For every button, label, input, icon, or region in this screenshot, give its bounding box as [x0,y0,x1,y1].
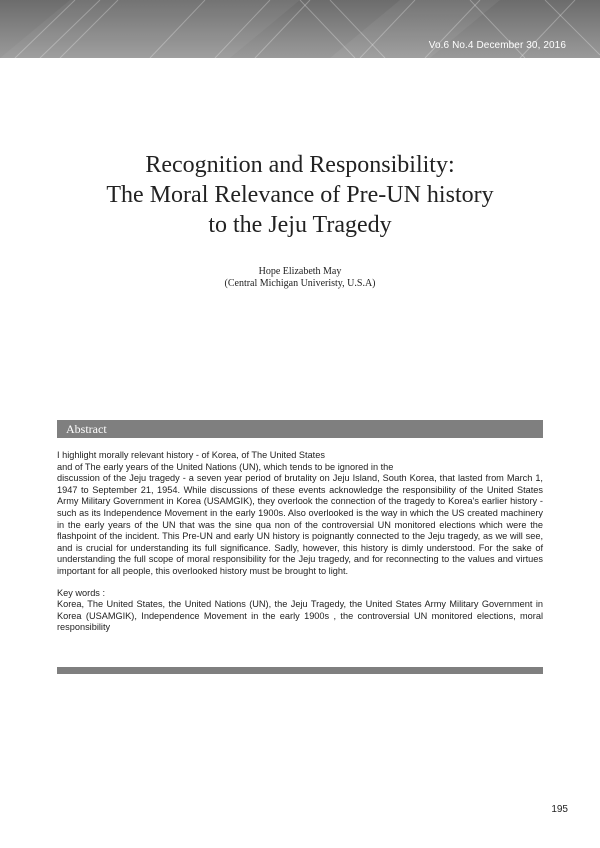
header-graphic [0,0,600,64]
title-line: to the Jeju Tragedy [208,212,392,238]
abstract-line: I highlight morally relevant history - of Korea, of The United States [57,450,325,460]
section-divider [57,667,543,674]
title-line: Recognition and Responsibility: [145,152,455,178]
keywords-text: Korea, The United States, the United Nations (UN), the Jeju Tragedy, the United States Army Military Government in Korea (USAMGIK), Independence Movement in the early 1900s , the controversial UN monitored elections, moral responsibility [57,599,543,633]
abstract-line: and of The early years of the United Nations (UN), which tends to be ignored in the [57,461,394,472]
abstract-body [57,450,543,634]
abstract-heading: Abstract [66,422,107,436]
keywords-heading: Key words : [57,587,105,598]
header-band [0,0,600,64]
abstract-heading-bar [57,420,543,438]
author-name: Hope Elizabeth May [258,266,342,277]
title-line: The Moral Relevance of Pre-UN history [106,182,494,208]
issue-info: Vo.6 No.4 December 30, 2016 [428,40,566,51]
page-number: 195 [551,804,568,815]
author-affiliation: (Central Michigan Univeristy, U.S.A) [224,278,376,289]
paper-title [40,150,560,240]
abstract-paragraph: discussion of the Jeju tragedy - a seven year period of brutality on Jeju Island, South Korea, that lasted from March 1, 1947 to September 21, 1954. While discussions of these events acknowledge the responsibility of the United States Army Military Government in Korea (USAMGIK), they overlook the connection of the tragedy to Korea's earlier history - such as its Independence Movement in the early 1900s. Also overlooked is the way in which the US created machinery in the early years of the UN that was the sine qua non of the controversial UN monitored elections which were the flashpoint of the incident. This Pre-UN and early UN history is poignantly connected to the Jeju tragedy, as we will see, and is crucial for understanding its full significance. Sadly, however, this history is dimly understood. For the sake of understanding the full scope of moral responsibility for the Jeju tragedy, and for reconnecting to the values and virtues important for all people, this overlooked history must be brought to light. [57,473,543,576]
author-block [40,266,560,290]
